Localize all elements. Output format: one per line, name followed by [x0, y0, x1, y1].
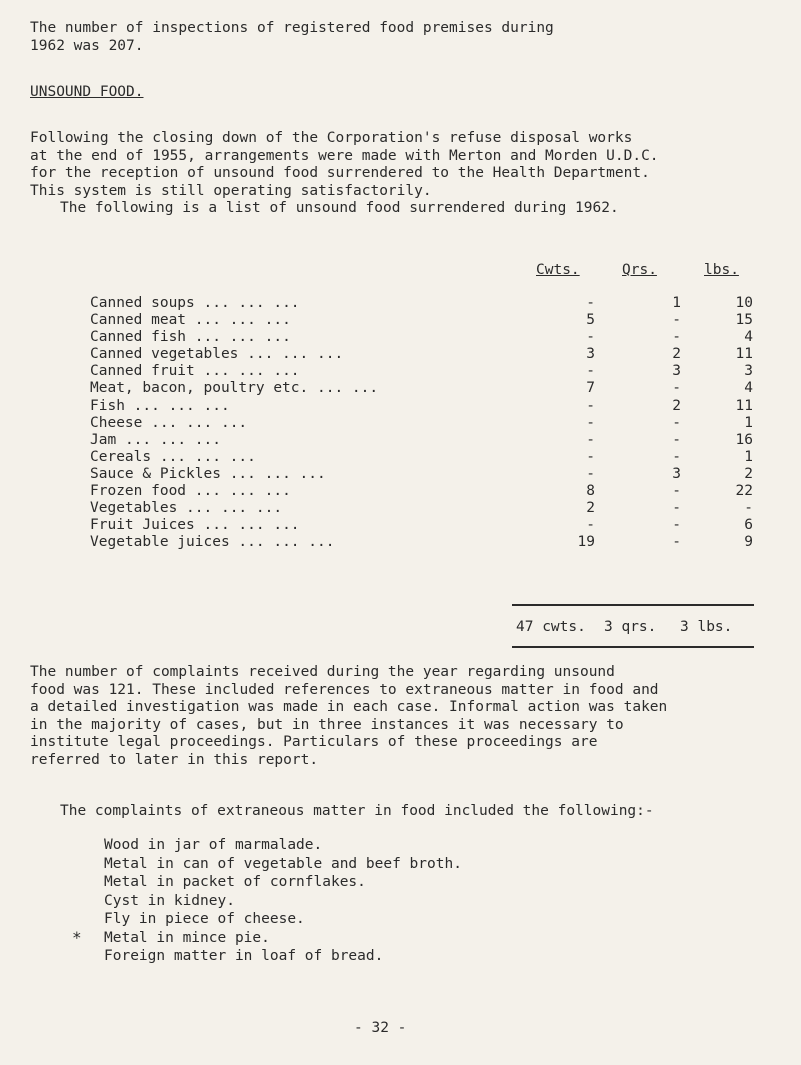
row-lbs: 3	[744, 363, 753, 380]
row-qrs: -	[672, 329, 681, 346]
row-dots: ... ... ...	[124, 431, 221, 448]
total-rule-top	[512, 604, 754, 606]
table-row	[90, 329, 753, 346]
row-dots: ... ... ...	[194, 312, 291, 329]
row-cwts: 19	[577, 534, 595, 551]
row-item: Jam	[90, 431, 117, 448]
list-item: Metal in packet of cornflakes.	[104, 874, 366, 890]
row-lbs: 15	[735, 312, 753, 329]
row-qrs: -	[672, 380, 681, 397]
table-row	[90, 398, 753, 415]
row-item: Fruit Juices	[90, 517, 195, 534]
row-qrs: 2	[672, 397, 681, 414]
row-cwts: -	[586, 397, 595, 414]
row-dots: ... ... ...	[194, 329, 291, 346]
row-qrs: 3	[672, 363, 681, 380]
complaints-list	[104, 836, 462, 966]
row-qrs: -	[672, 517, 681, 534]
inspections-paragraph: The number of inspections of registered food premises during 1962 was 207.	[30, 20, 554, 54]
row-item: Canned vegetables	[90, 346, 239, 363]
row-cwts: -	[586, 329, 595, 346]
row-qrs: -	[672, 312, 681, 329]
row-dots: ... ... ...	[238, 534, 335, 551]
row-lbs: 6	[744, 517, 753, 534]
row-item: Frozen food	[90, 483, 187, 500]
row-qrs: -	[672, 483, 681, 500]
row-dots: ... ... ...	[203, 517, 300, 534]
table-row	[90, 363, 753, 380]
table-row	[90, 449, 753, 466]
list-item: Cyst in kidney.	[104, 892, 235, 909]
list-item: Metal in mince pie.	[104, 929, 270, 946]
row-item: Cheese	[90, 414, 143, 431]
row-qrs: -	[672, 431, 681, 448]
row-lbs: 10	[735, 295, 753, 311]
row-qrs: 1	[672, 295, 681, 311]
row-item: Canned fruit	[90, 363, 195, 380]
complaints-paragraph: The number of complaints received during the year regarding unsound food was 121. These included references to extraneous matter in food and a detailed investigation was made in each case. Informal action was taken in the majority of cases, but in three instances it was necessary to institute legal proceedings. Particulars of these proceedings are referred to later in this report.	[30, 664, 668, 768]
row-dots: ... ... ...	[203, 295, 300, 311]
row-dots: ... ...	[316, 380, 379, 397]
row-lbs: 22	[735, 483, 753, 500]
row-cwts: -	[586, 517, 595, 534]
row-dots: ... ... ...	[151, 414, 248, 431]
row-item: Fish	[90, 397, 125, 414]
row-cwts: 5	[586, 312, 595, 329]
table-row	[90, 415, 753, 432]
row-cwts: -	[586, 431, 595, 448]
total-rule-bottom	[512, 646, 754, 648]
row-qrs: 3	[672, 465, 681, 482]
row-dots: ... ... ...	[186, 500, 283, 517]
total-lbs: 3 lbs.	[680, 619, 733, 635]
row-cwts: -	[586, 448, 595, 465]
row-item: Canned fish	[90, 329, 187, 346]
row-lbs: -	[744, 500, 753, 517]
row-cwts: 8	[586, 483, 595, 500]
complaints-list-intro: The complaints of extraneous matter in food included the following:-	[60, 803, 654, 819]
row-item: Canned meat	[90, 312, 187, 329]
table-row	[90, 346, 753, 363]
table-row	[90, 466, 753, 483]
list-item: Foreign matter in loaf of bread.	[104, 948, 384, 964]
row-cwts: 2	[586, 500, 595, 517]
asterisk-marker: *	[72, 928, 82, 947]
row-item: Sauce & Pickles	[90, 465, 221, 482]
row-dots: ... ... ...	[194, 483, 291, 500]
row-cwts: -	[586, 465, 595, 482]
list-item: Fly in piece of cheese.	[104, 911, 305, 927]
row-dots: ... ... ...	[247, 346, 344, 363]
row-dots: ... ... ...	[229, 465, 326, 482]
table-row	[90, 534, 753, 551]
row-cwts: 3	[586, 346, 595, 363]
row-lbs: 4	[744, 380, 753, 397]
total-qrs: 3 qrs.	[604, 619, 657, 635]
table-row	[90, 312, 753, 329]
row-cwts: -	[586, 363, 595, 380]
list-item: Metal in can of vegetable and beef broth.	[104, 855, 462, 872]
table-row	[90, 517, 753, 534]
row-lbs: 1	[744, 414, 753, 431]
section-heading-unsound-food: UNSOUND FOOD.	[30, 84, 144, 100]
row-qrs: -	[672, 500, 681, 517]
row-dots: ... ... ...	[203, 363, 300, 380]
page-number: - 32 -	[354, 1020, 407, 1036]
table-row	[90, 500, 753, 517]
row-item: Canned soups	[90, 295, 195, 311]
column-header-cwts: Cwts.	[536, 262, 580, 278]
row-lbs: 11	[735, 346, 753, 363]
unsound-food-table	[90, 295, 753, 551]
list-item: Wood in jar of marmalade.	[104, 837, 323, 853]
row-cwts: -	[586, 295, 595, 311]
table-row	[90, 432, 753, 449]
table-row	[90, 380, 753, 397]
row-qrs: -	[672, 534, 681, 551]
row-item: Cereals	[90, 448, 152, 465]
row-lbs: 1	[744, 448, 753, 465]
row-lbs: 11	[735, 397, 753, 414]
row-qrs: -	[672, 414, 681, 431]
total-cwts: 47 cwts.	[516, 619, 586, 635]
column-header-lbs: lbs.	[704, 262, 739, 278]
row-lbs: 2	[744, 465, 753, 482]
column-header-qrs: Qrs.	[622, 262, 657, 278]
row-cwts: -	[586, 414, 595, 431]
row-qrs: 2	[672, 346, 681, 363]
table-row	[90, 295, 753, 312]
list-intro-paragraph: The following is a list of unsound food surrendered during 1962.	[60, 200, 619, 216]
row-qrs: -	[672, 448, 681, 465]
row-dots: ... ... ...	[159, 448, 256, 465]
disposal-paragraph: Following the closing down of the Corporation's refuse disposal works at the end of 1955, arrangements were made with Merton and Morden U.D.C. for the reception of unsound food surrendered to the Health Department. This system is still operating satisfactorily.	[30, 130, 659, 199]
row-dots: ... ... ...	[133, 397, 230, 414]
row-item: Vegetable juices	[90, 534, 230, 551]
table-row	[90, 483, 753, 500]
row-cwts: 7	[586, 380, 595, 397]
row-lbs: 4	[744, 329, 753, 346]
row-lbs: 16	[735, 431, 753, 448]
row-item: Vegetables	[90, 500, 178, 517]
row-item: Meat, bacon, poultry etc.	[90, 380, 309, 397]
row-lbs: 9	[744, 534, 753, 551]
